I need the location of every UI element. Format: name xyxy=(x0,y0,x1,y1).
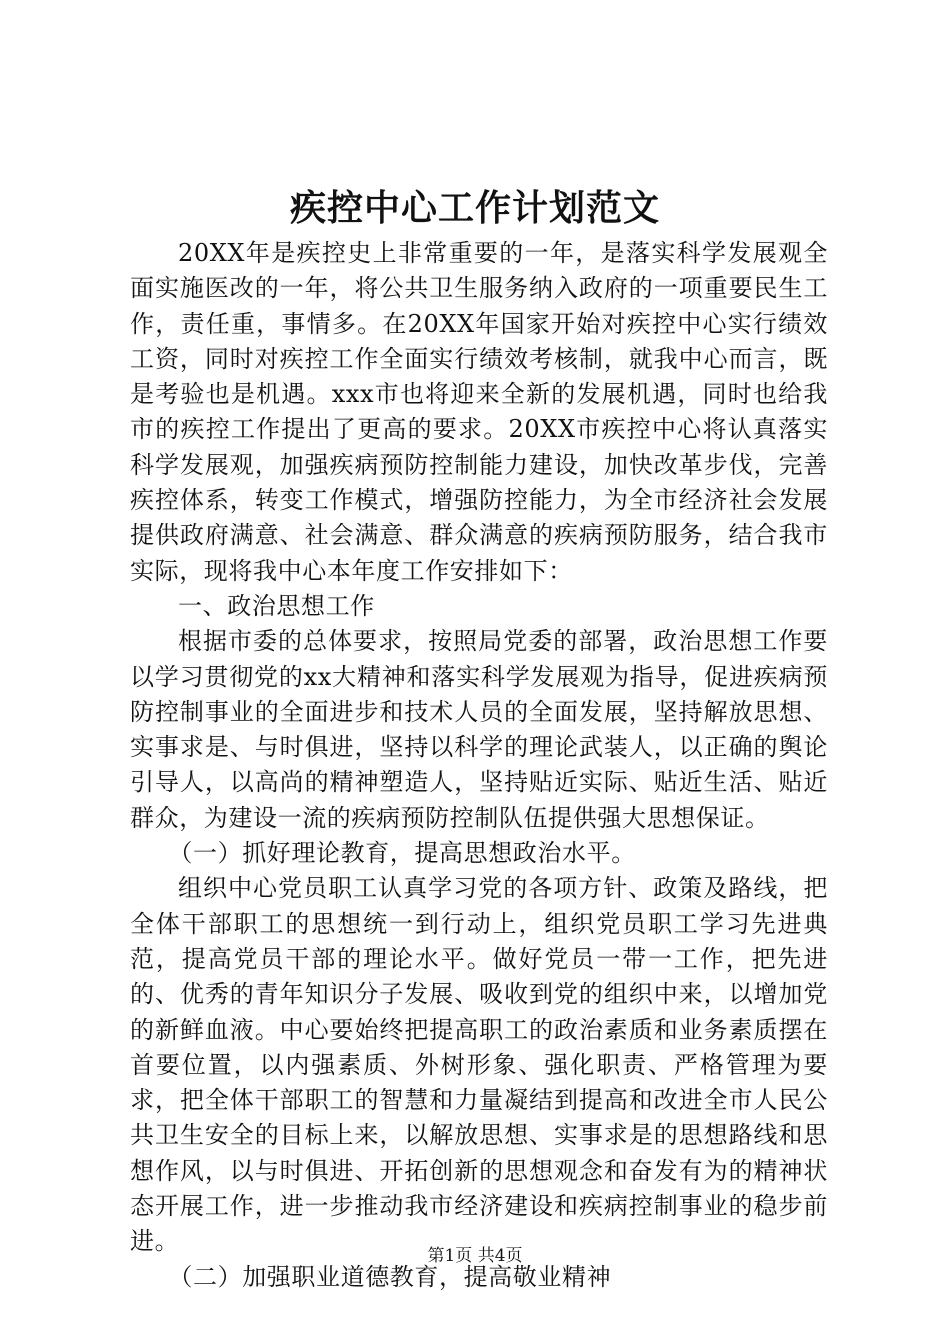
subsection-heading-theory: （一）抓好理论教育，提高思想政治水平。 xyxy=(168,839,636,868)
intro-paragraph: 20XX年是疾控史上非常重要的一年，是落实科学发展观全面实施医改的一年，将公共卫生服务纳入政府的一项重要民生工作，责任重，事情多。在20XX年国家开始对疾控中心实行绩效工资，同时对疾控工作全面实行绩效考核制，就我中心而言，既是考验也是机遇。xxx市也将迎来全新的发展机遇，同时也给我市的疾控工作提出了更高的要求。20XX市疾控中心将认真落实科学发展观，加强疾病预防控制能力建设，加快改革步伐，完善疾控体系，转变工作模式，增强防控能力，为全市经济社会发展提供政府满意、社会满意、群众满意的疾病预防服务，结合我市实际，现将我中心本年度工作安排如下： xyxy=(130,239,828,585)
document-title: 疾控中心工作计划范文 xyxy=(289,187,660,229)
section-paragraph-politics: 根据市委的总体要求，按照局党委的部署，政治思想工作要以学习贯彻党的xx大精神和落实科学发展观为指导，促进疾病预防控制事业的全面进步和技术人员的全面发展，坚持解放思想、实事求是、与时俱进，坚持以科学的理论武装人，以正确的舆论引导人，以高尚的精神塑造人，坚持贴近实际、贴近生活、贴近群众，为建设一流的疾病预防控制队伍提供强大思想保证。 xyxy=(130,627,828,832)
section-heading-politics: 一、政治思想工作 xyxy=(178,591,375,620)
page-footer: 第1页 共4页 xyxy=(427,1246,523,1266)
subsection-paragraph-theory: 组织中心党员职工认真学习党的各项方针、政策及路线，把全体干部职工的思想统一到行动上，组织党员职工学习先进典范，提高党员干部的理论水平。做好党员一带一工作，把先进的、优秀的青年知识分子发展、吸收到党的组织中来，以增加党的新鲜血液。中心要始终把提高职工的政治素质和业务素质摆在首要位置，以内强素质、外树形象、强化职责、严格管理为要求，把全体干部职工的智慧和力量凝结到提高和改进全市人民公共卫生安全的目标上来，以解放思想、实事求是的思想路线和思想作风，以与时俱进、开拓创新的思想观念和奋发有为的精神状态开展工作，进一步推动我市经济建设和疾病控制事业的稳步前进。 xyxy=(130,874,828,1256)
document-body xyxy=(130,236,828,1295)
subsection-heading-ethics: （二）加强职业道德教育，提高敬业精神 xyxy=(168,1262,612,1291)
